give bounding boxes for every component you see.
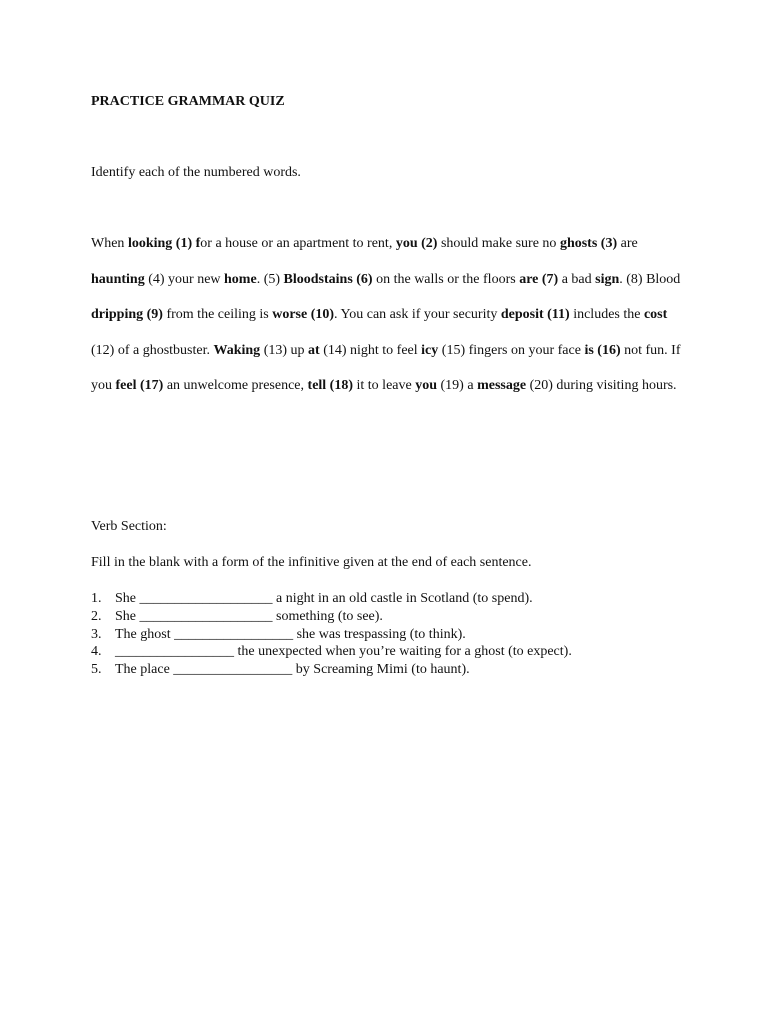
verb-section-heading: Verb Section:	[91, 519, 167, 534]
paragraph-text: (15) fingers on your face	[438, 342, 585, 358]
numbered-word: you (2)	[395, 236, 438, 251]
item-number: 4.	[91, 644, 102, 660]
quiz-title: PRACTICE GRAMMAR QUIZ	[91, 94, 285, 109]
numbered-word: haunting	[91, 271, 145, 287]
paragraph-text: or a house or an apartment to rent,	[200, 236, 396, 251]
paragraph-text: includes the	[569, 307, 644, 323]
verb-exercise-list	[91, 590, 572, 679]
exercise-item	[91, 626, 572, 644]
item-number: 1.	[91, 591, 102, 606]
numbered-word: tell (18)	[307, 378, 354, 394]
exercise-item	[91, 661, 572, 679]
item-sentence: _________________ the unexpected when you’re waiting for a ghost (to expect).	[115, 644, 572, 660]
numbered-word: home	[224, 271, 257, 287]
numbered-word: deposit (11)	[500, 307, 570, 323]
paragraph-text: are	[617, 236, 638, 251]
item-sentence: She ___________________ something (to see).	[115, 608, 383, 624]
numbered-word: looking (1) f	[127, 236, 201, 251]
item-sentence: The ghost _________________ she was trespassing (to think).	[115, 626, 466, 642]
paragraph-text: (13) up	[260, 342, 309, 358]
numbered-word: feel (17)	[115, 378, 164, 394]
numbered-word: Waking	[213, 342, 261, 358]
numbered-word: Bloodstains (6)	[283, 271, 373, 287]
item-sentence: She ___________________ a night in an old castle in Scotland (to spend).	[115, 591, 533, 606]
item-number: 5.	[91, 662, 102, 678]
numbered-word: dripping (9)	[91, 307, 163, 323]
paragraph-text: (19) a	[437, 378, 478, 394]
exercise-item	[91, 608, 572, 626]
numbered-word: is (16)	[584, 342, 621, 358]
paragraph-text: an unwelcome presence,	[163, 378, 308, 394]
paragraph-text: . You can ask if your security	[334, 307, 501, 323]
paragraph-text: a bad	[558, 271, 596, 287]
paragraph-text: . (8) Blood	[619, 271, 681, 287]
paragraph-text: . (5)	[256, 271, 284, 287]
item-number: 2.	[91, 608, 102, 624]
numbered-word: you	[415, 378, 438, 394]
paragraph-text: (14) night to feel	[319, 342, 422, 358]
paragraph-text: (20) during visiting hours.	[526, 378, 677, 394]
quiz-paragraph	[91, 226, 691, 404]
numbered-word: at	[308, 342, 320, 358]
paragraph-text: (4) your new	[144, 271, 225, 287]
paragraph-text: from the ceiling is	[162, 307, 273, 323]
numbered-word: sign	[595, 271, 620, 287]
numbered-word: are (7)	[519, 271, 559, 287]
item-number: 3.	[91, 626, 102, 642]
numbered-word: message	[477, 378, 527, 394]
numbered-word: ghosts (3)	[559, 236, 618, 251]
item-sentence: The place _________________ by Screaming Mimi (to haunt).	[115, 662, 470, 678]
identify-instruction: Identify each of the numbered words.	[91, 165, 301, 180]
numbered-word: cost	[643, 307, 668, 323]
paragraph-text: not fun. If you	[91, 342, 681, 394]
paragraph-text: (12) of a ghostbuster.	[91, 342, 214, 358]
paragraph-text: When	[91, 236, 128, 251]
exercise-item	[91, 590, 572, 608]
numbered-word: worse (10)	[272, 307, 335, 323]
exercise-item	[91, 643, 572, 661]
verb-section-instruction: Fill in the blank with a form of the infinitive given at the end of each sentence.	[91, 555, 532, 570]
paragraph-text: on the walls or the floors	[372, 271, 520, 287]
paragraph-text: should make sure no	[437, 236, 560, 251]
paragraph-text: it to leave	[353, 378, 416, 394]
numbered-word: icy	[421, 342, 439, 358]
